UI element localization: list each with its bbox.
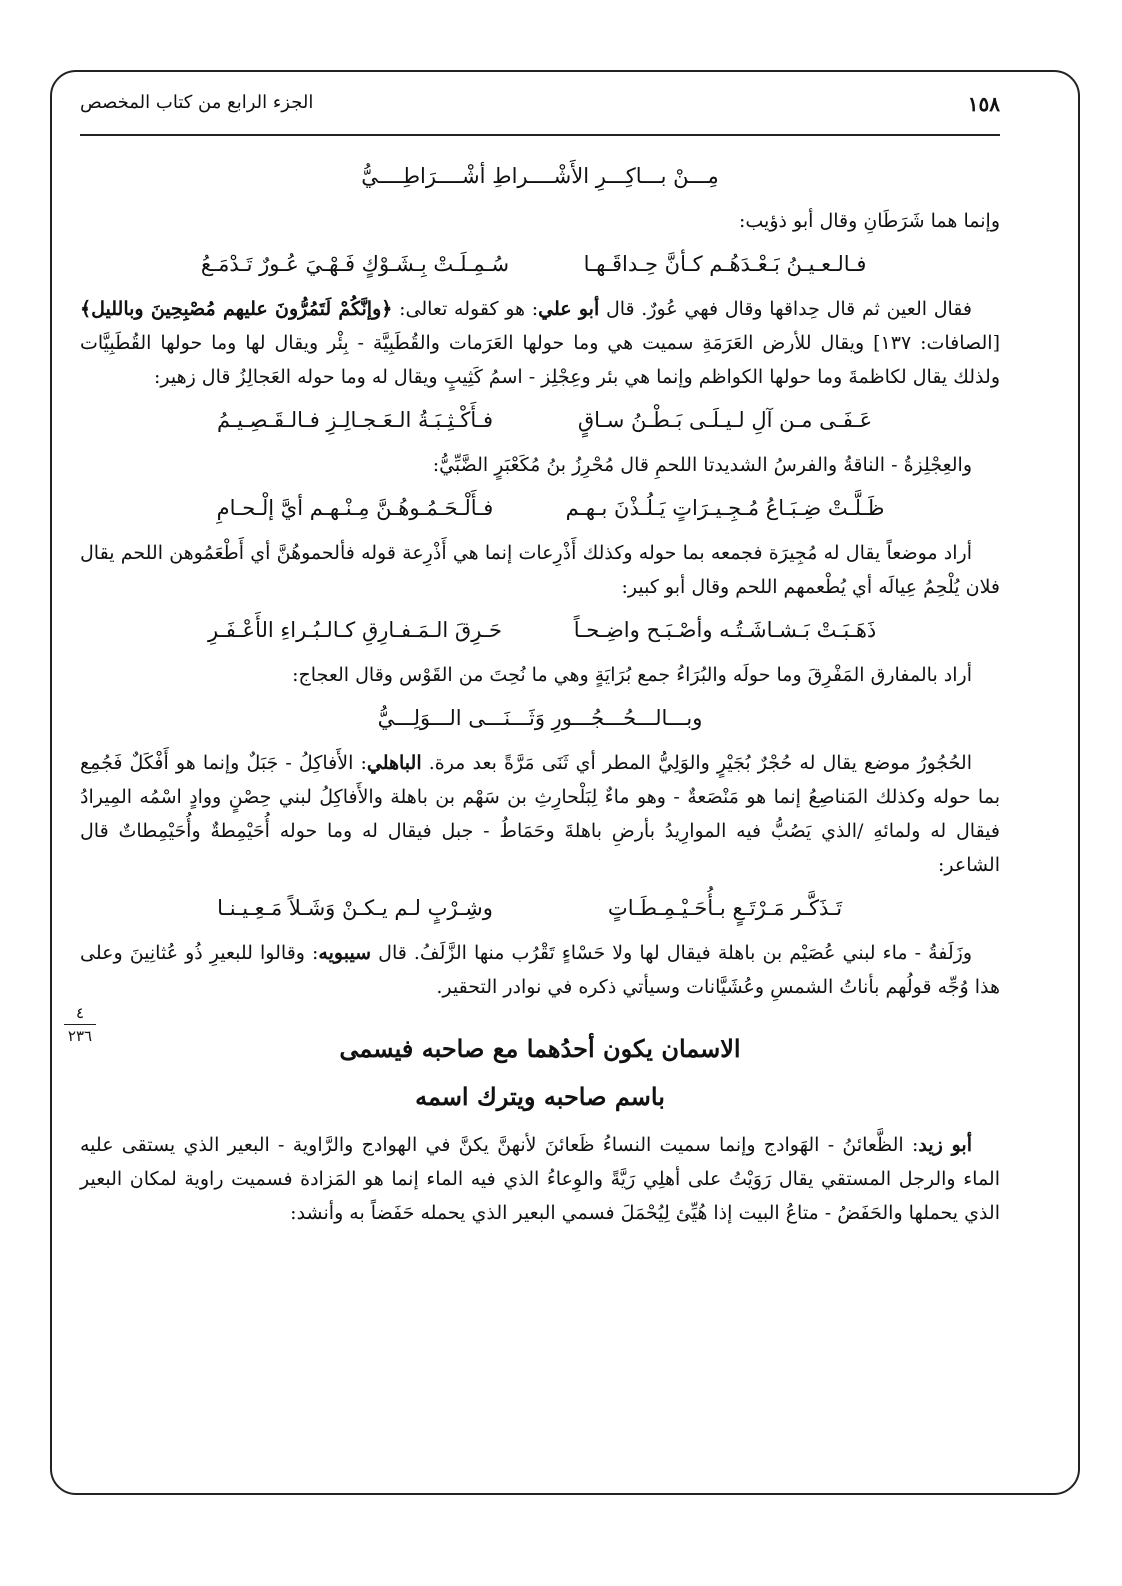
paragraph (80, 536, 1000, 604)
section-title: الاسمان يكون أحدُهما مع صاحبه فيسمى (339, 1034, 741, 1063)
verse-first-hemistich: تَـذَكَّـر مَـرْتَـعٍ بـأُحَـيْـمِـطَـاتٍ (607, 896, 843, 920)
verse-line (80, 246, 1000, 282)
paragraph (80, 204, 1000, 238)
paragraph-text: فقال العين ثم قال حِداقها وقال فهي عُورٌ. قال (599, 298, 972, 320)
paragraph-text: : الأَفاكِلُ - جَبَلٌ وإنما هو أَفْكَلٌ فَجُمِع بما حوله وكذلك المَناصِعُ إنما هو مَنْصَعةٌ - وهو ماءٌ لِبَلْحارِثِ بن سَهْم بن باهلة والأَفاكِلُ لبني حِصْنٍ ووادٍ اسْمُه المِيرادُ فيقال له ولمائهِ /الذي يَصُبُّ فيه الموارِيدُ بأرضِ باهلةَ وحَمَاطُ - جبل فيقال له وما حوله أُحَيْمِطةٌ وأُحَيْمِطاتٌ قال الشاعر: (80, 752, 1000, 876)
scholar-name: الباهلي (366, 752, 422, 774)
paragraph-text: وإنما هما شَرَطَانِ وقال أبو ذؤيب: (739, 210, 1000, 232)
verse-second-hemistich: حَـرِقَ الـمَـفـارِقِ كـالـبُـراءِ الأَعْـفَـرِ (208, 618, 502, 642)
paragraph-text: : الظَّعائنُ - الهَوادج وإنما سميت النساءُ ظَعائنَ لأنهنَّ يكنَّ في الهوادج والرَّاوية - البعير الذي يستقى عليه الماء والرجل المستقي يقال رَوَيْتُ على أهلِي رَيَّةً والوِعاءُ الذي فيه الماء إنما هو المَزادة فسميت راوية لمكان البعير الذي يحملها والحَفَضُ - متاعُ البيت إذا هُيِّئ لِيُحْمَلَ فسمي البعير الذي يحمله حَفَضاً به وأنشد: (80, 1134, 1000, 1224)
paragraph (80, 746, 1000, 882)
scholar-name: أبو علي (538, 298, 600, 320)
verse-text: وبـــالـــحُـــجُـــورِ وَثَـــنَـــى الـــوَلِـــيُّ (377, 706, 703, 730)
quran-quote: ﴿وإنَّكُمْ لَتَمُرُّونَ عليهم مُصْبِحِينَ وبالليل﴾ (80, 298, 393, 320)
page-body (80, 150, 1000, 1236)
paragraph (80, 1128, 1000, 1230)
verse-second-hemistich: فـأَلْـحَـمُـوهُـنَّ مِـنْـهـم أيَّ إلْـحـامِ (216, 496, 494, 520)
verse-first-hemistich: فـالـعـيـنُ بَـعْـدَهُـم كـأنَّ حِـداقَـهـا (583, 252, 867, 276)
paragraph-text: الحُجُورُ موضع يقال له حُجْرٌ بُجَيْرٍ والوَلِيُّ المطر أي ثَنَى مَرَّةً بعد مرة. (421, 752, 972, 774)
header-rule (80, 134, 1000, 136)
margin-note-top: ٤ (75, 1004, 85, 1022)
verse-second-hemistich: فـأَكْـثِـبَـةُ الـعَـجـالِـزِ فـالـقَـصِـيـمُ (217, 408, 493, 432)
margin-note-bottom: ٢٣٦ (67, 1027, 93, 1045)
verse-line (80, 612, 1000, 648)
paragraph-text: : وقالوا للبعيرِ ذُو عُثانِينَ وعلى هذا وُجِّه قولُهم بأناتُ الشمسِ وعُشَيَّانات وسيأتي ذكره في نوادر التحقير. (80, 942, 1000, 998)
verse-first-hemistich: ذَهَـبَـتْ بَـشـاشَـتُـه وأصْـبَـح واضِـحـاً (573, 618, 877, 642)
paragraph-text: والعِجْلِزةُ - الناقةُ والفرسُ الشديدتا اللحمِ قال مُحْرِزُ بنُ مُكَعْبَرٍ الضَّبِّيُّ: (432, 454, 972, 476)
scholar-name: سيبويه (318, 942, 372, 964)
paragraph-text: أراد موضعاً يقال له مُجِيرَة فجمعه بما حوله وكذلك أَذْرِعات إنما هي أَذْرِعة قوله فألحموهُنَّ أي أَطْعَمُوهن اللحم يقال فلان يُلْحِمُ عِيالَه أي يُطْعمهم اللحم وقال أبو كبير: (80, 542, 1000, 598)
verse-text: مِـــنْ بـــاكِـــرِ الأَشْــــراطِ أشْــــرَاطِــــيُّ (361, 164, 719, 188)
verse-line (80, 700, 1000, 736)
paragraph-text: وزَلَفةُ - ماء لبني عُصَيْم بن باهلة فيقال لها ولا حَسْاءٍ تَقْرُب منها الزَّلَفُ. قال (371, 942, 973, 964)
page-header (80, 92, 1000, 128)
paragraph (80, 448, 1000, 482)
paragraph-text: أراد بالمفارق المَفْرِقَ وما حولَه والبُرَاءُ جمع بُرَايَةٍ وهي ما نُحِتَ من القَوْس وقال العجاج: (292, 664, 972, 686)
verse-line (80, 402, 1000, 438)
running-title: الجزء الرابع من كتاب المخصص (80, 92, 314, 113)
paragraph-text: : هو كقوله تعالى: (392, 298, 539, 320)
page-number: ١٥٨ (967, 92, 1000, 116)
verse-line (80, 158, 1000, 194)
paragraph (80, 658, 1000, 692)
paragraph (80, 936, 1000, 1004)
verse-first-hemistich: عَـفَـى مـن آلِ لـيـلَـى بَـطْـنُ سـاقٍ (577, 408, 873, 432)
scholar-name: أبو زيد (918, 1134, 972, 1156)
verse-line (80, 490, 1000, 526)
verse-line (80, 890, 1000, 926)
paragraph-text: [الصافات: ١٣٧] ويقال للأرض العَرَمَةِ سميت هي وما حولها العَرَمات والقُطَبِيَّة - بِئْر ويقال لها وما حولها القُطَبِيَّات ولذلك يقال لكاظمةَ وما حولها الكواظم وإنما هي بئر وعِجْلِز - اسمُ كَثِيبٍ ويقال له وما حوله العَجالِزُ قال زهير: (80, 332, 1000, 388)
verse-second-hemistich: وشِـرْبٍ لـم يـكـنْ وَشَـلاً مَـعِـيـنـا (217, 896, 493, 920)
paragraph (80, 292, 1000, 394)
section-subtitle: باسم صاحبه ويترك اسمه (415, 1082, 665, 1111)
verse-second-hemistich: سُـمِـلَـتْ بِـشَـوْكٍ فَـهْـيَ عُـورٌ تَـدْمَـعُ (200, 252, 510, 276)
verse-first-hemistich: ظَـلَّـتْ ضِـبَـاعُ مُـجِـيـرَاتٍ يَـلُـذْنَ بـهـم (565, 496, 885, 520)
